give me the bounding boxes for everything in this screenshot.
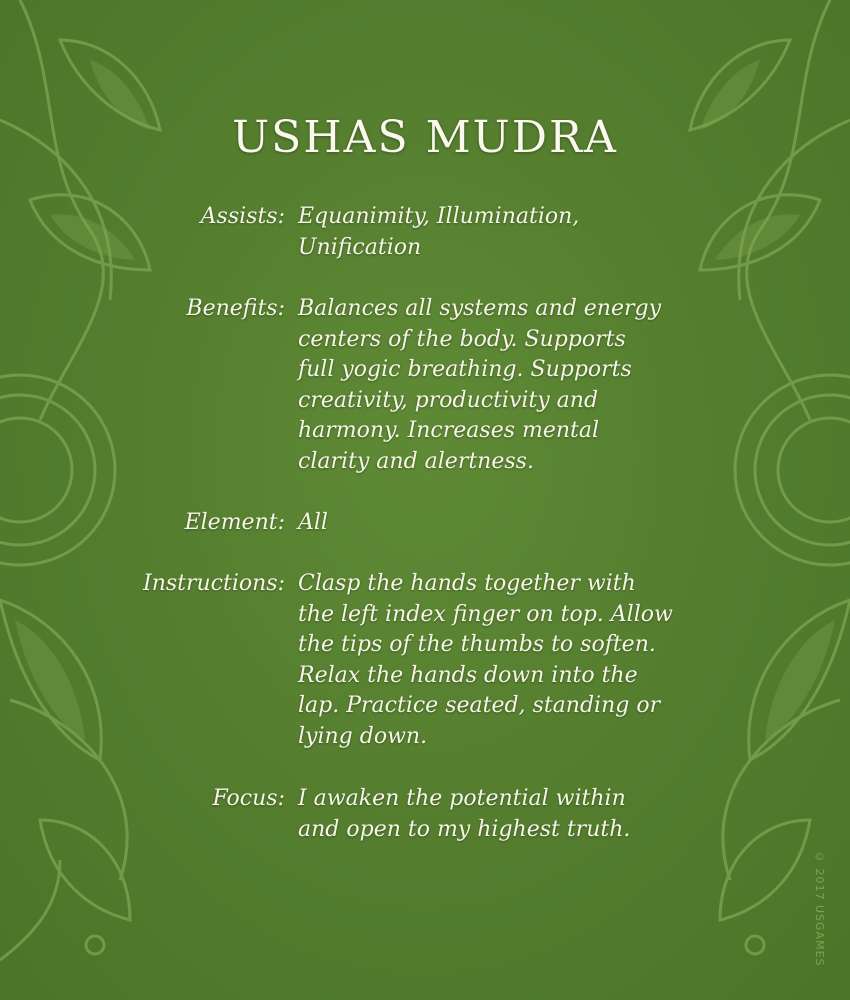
value-line: Balances all systems and energy <box>298 296 662 321</box>
copyright-notice: © 2017 USGAMES <box>813 849 826 966</box>
value-line: centers of the body. Supports <box>298 326 626 352</box>
value-line: full yogic breathing. Supports <box>298 357 632 382</box>
value-line: lap. Practice seated, standing or <box>298 693 661 718</box>
value-line: lying down. <box>298 723 428 749</box>
entry-label: Element: <box>184 510 285 535</box>
value-line: creativity, productivity and <box>298 387 599 413</box>
value-line: Equanimity, Illumination, <box>298 204 580 229</box>
entry-value <box>298 202 718 263</box>
value-line: Clasp the hands together with <box>298 571 636 596</box>
entry-label: Focus: <box>212 786 285 811</box>
value-line: the tips of the thumbs to soften. <box>298 632 656 657</box>
entry-label: Assists: <box>200 204 285 229</box>
value-line: Unification <box>298 234 422 260</box>
value-line: I awaken the potential within <box>298 786 626 811</box>
entry-value <box>298 569 718 752</box>
entry-value <box>298 784 718 845</box>
value-line: Relax the hands down into the <box>298 662 638 688</box>
value-line: harmony. Increases mental <box>298 418 600 443</box>
entry-label: Benefits: <box>186 296 285 321</box>
card-title: USHAS MUDRA <box>232 112 618 163</box>
entry-value <box>298 508 718 539</box>
value-line: clarity and alertness. <box>298 448 534 474</box>
entry-label: Instructions: <box>143 571 285 596</box>
value-line: the left index finger on top. Allow <box>298 601 673 627</box>
value-line: All <box>298 510 328 535</box>
entry-value <box>298 294 718 477</box>
value-line: and open to my highest truth. <box>298 816 631 842</box>
